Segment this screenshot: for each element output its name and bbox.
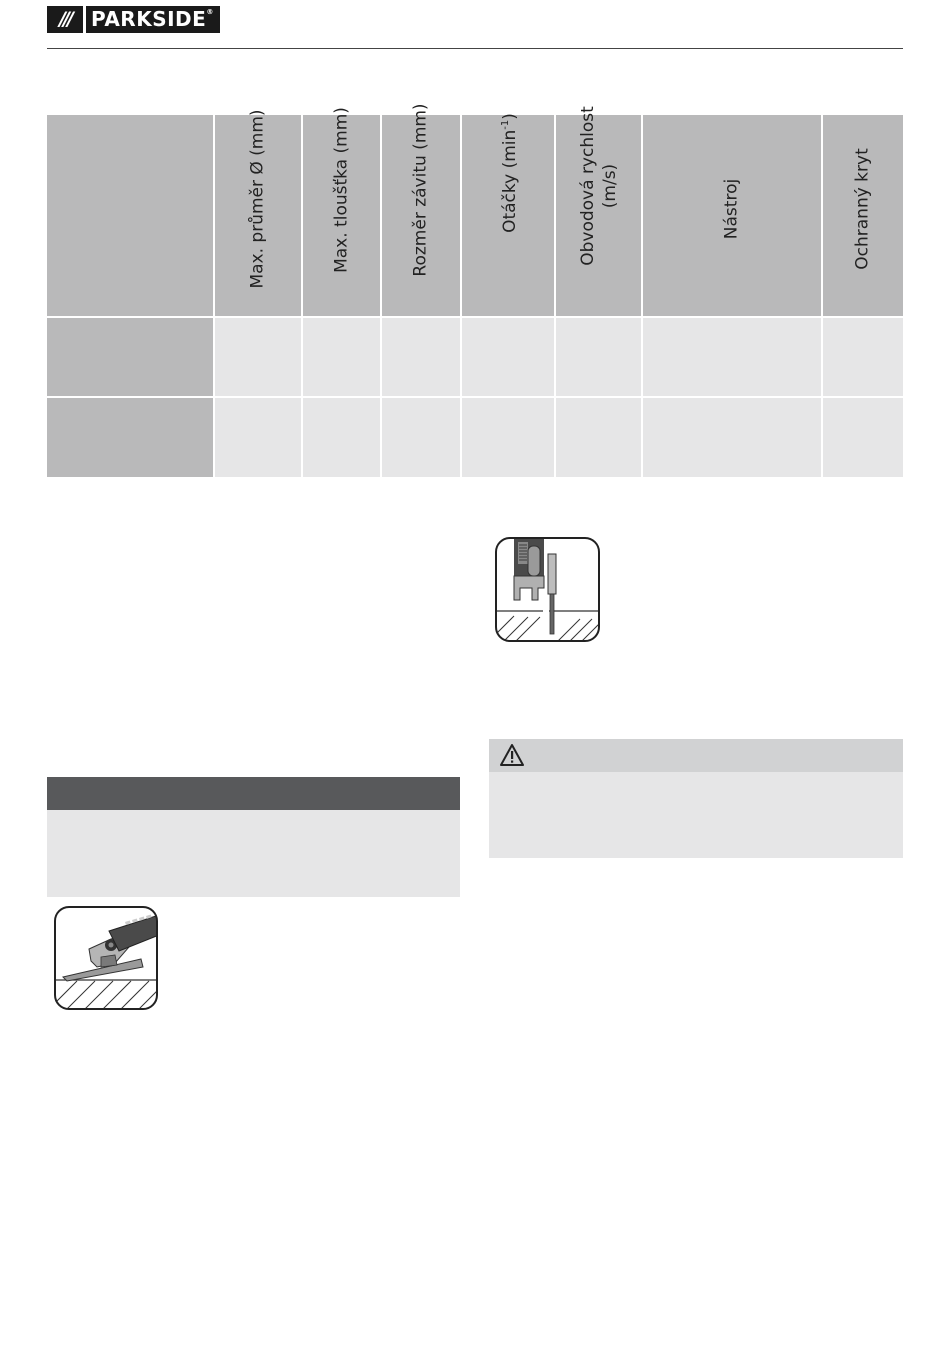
col-header-label: Max. průměr Ø (mm) bbox=[247, 109, 268, 289]
grinder-illustration bbox=[53, 905, 159, 1011]
table-corner-cell bbox=[47, 115, 213, 316]
parkside-logo bbox=[47, 6, 220, 33]
logo-text bbox=[86, 6, 220, 33]
table-cell bbox=[823, 398, 903, 477]
col-header-label bbox=[495, 113, 521, 233]
table-cell bbox=[382, 318, 460, 396]
warning-body bbox=[489, 772, 903, 858]
col-header-max-diameter bbox=[215, 109, 301, 316]
table-cell bbox=[556, 318, 641, 396]
col-header-speed bbox=[462, 115, 554, 316]
cutting-tool-illustration bbox=[494, 536, 601, 643]
note-header bbox=[47, 777, 460, 810]
col-header-thread-size bbox=[382, 103, 460, 316]
table-cell bbox=[643, 318, 821, 396]
table-cell bbox=[215, 318, 301, 396]
table-cell bbox=[303, 398, 380, 477]
logo-bars: /// bbox=[47, 6, 83, 33]
spec-table bbox=[47, 103, 903, 477]
col-header-max-thickness bbox=[303, 107, 380, 316]
col-header-line1: Obvodová rychlost bbox=[577, 106, 598, 266]
col-header-speed-sup: -1 bbox=[500, 120, 512, 131]
header-rule bbox=[47, 48, 903, 49]
col-header-guard bbox=[823, 115, 903, 316]
note-body bbox=[47, 810, 460, 897]
table-cell bbox=[382, 398, 460, 477]
col-header-label: Max. tloušťka (mm) bbox=[331, 107, 351, 273]
col-header-label: Nástroj bbox=[721, 178, 742, 240]
col-header-tool bbox=[643, 115, 821, 316]
col-header-line2: (m/s) bbox=[599, 163, 620, 209]
table-row-label bbox=[47, 318, 213, 396]
table-row-label bbox=[47, 398, 213, 477]
logo-wordmark: PARKSIDE bbox=[91, 7, 207, 31]
col-header-label bbox=[577, 106, 621, 266]
table-cell bbox=[462, 318, 554, 396]
table-cell bbox=[823, 318, 903, 396]
col-header-peripheral-speed bbox=[556, 106, 641, 316]
table-cell bbox=[462, 398, 554, 477]
warning-header bbox=[489, 739, 903, 772]
table-cell bbox=[215, 398, 301, 477]
col-header-speed-main: Otáčky (min bbox=[499, 130, 520, 234]
table-cell bbox=[643, 398, 821, 477]
col-header-label: Ochranný kryt bbox=[852, 148, 873, 270]
table-cell bbox=[556, 398, 641, 477]
table-cell bbox=[303, 318, 380, 396]
col-header-speed-end: ) bbox=[499, 113, 520, 121]
col-header-label: Rozměr závitu (mm) bbox=[410, 103, 431, 277]
logo-registered: ® bbox=[206, 8, 214, 16]
warning-triangle-icon bbox=[499, 743, 525, 767]
